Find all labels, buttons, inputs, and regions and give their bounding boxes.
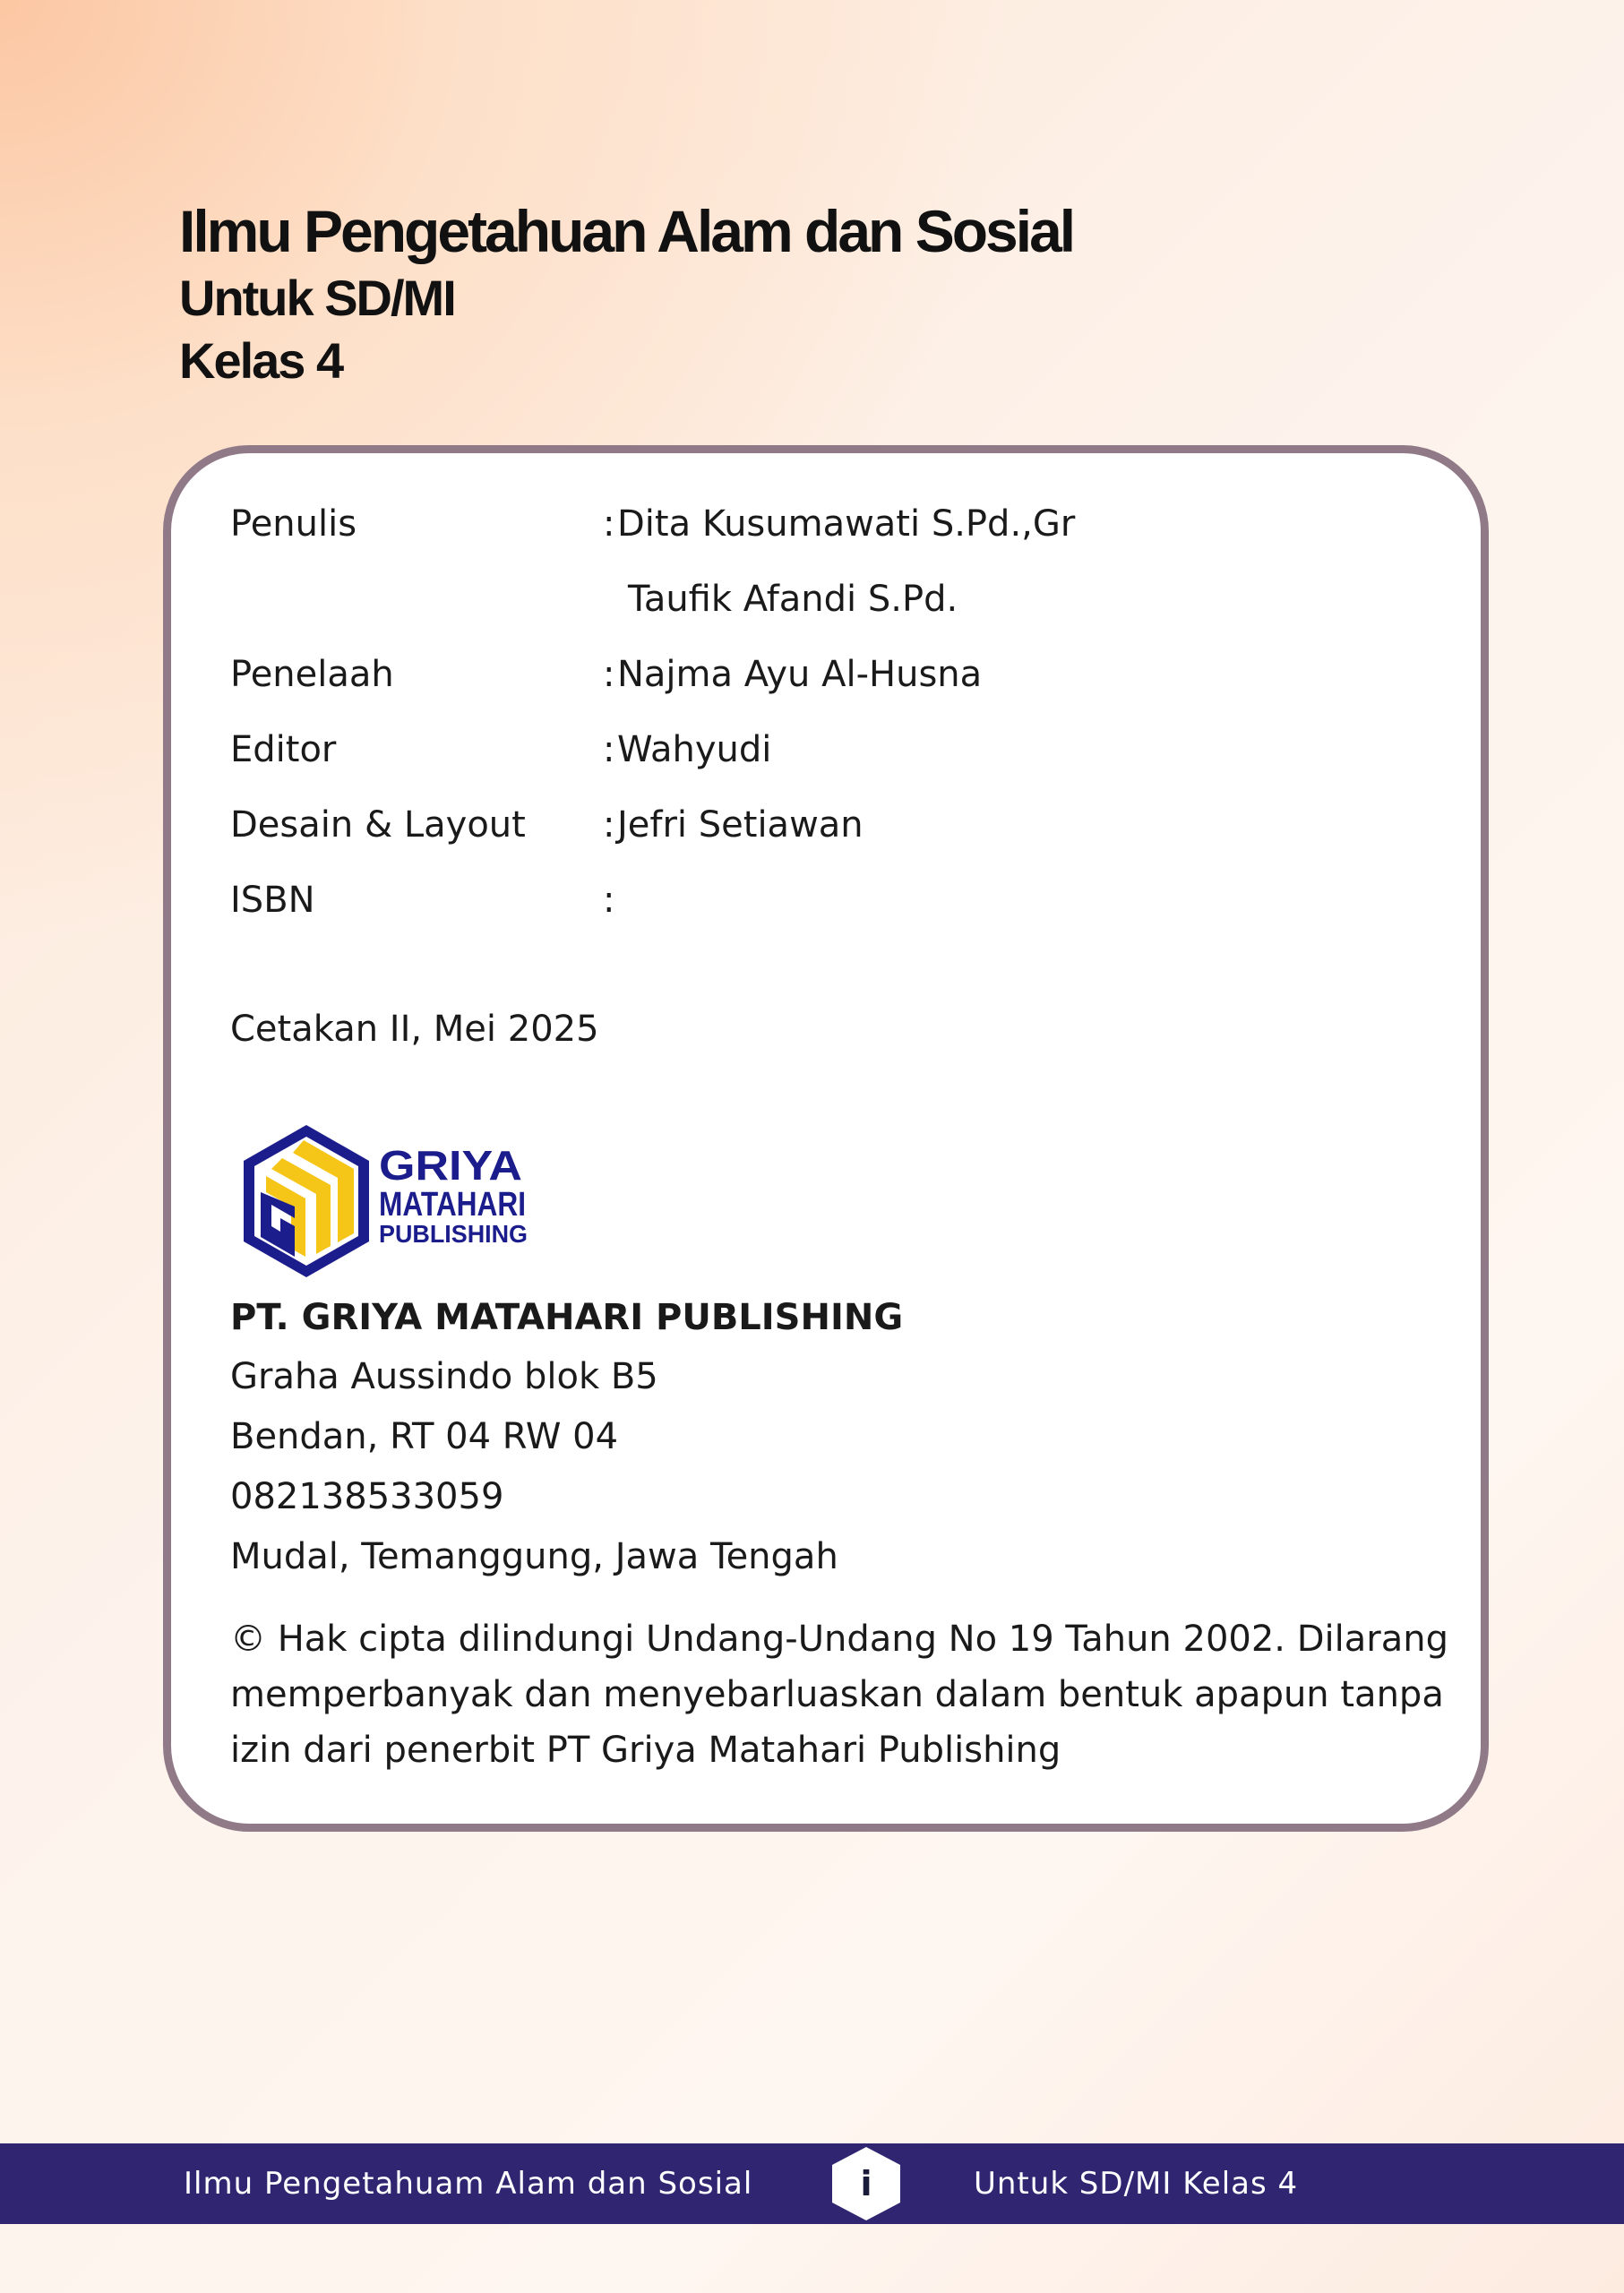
credit-value: Dita Kusumawati S.Pd.,Gr bbox=[617, 503, 1076, 545]
credit-label: ISBN bbox=[230, 880, 315, 921]
credit-separator: : bbox=[603, 804, 615, 846]
credit-label: Desain & Layout bbox=[230, 804, 526, 846]
credit-label: Penulis bbox=[230, 503, 357, 545]
publisher-info bbox=[230, 1288, 903, 1587]
credit-value: Taufik Afandi S.Pd. bbox=[628, 579, 958, 620]
credit-separator: : bbox=[603, 654, 615, 695]
logo-text-line3: PUBLISHING bbox=[379, 1220, 528, 1248]
book-title: Ilmu Pengetahuan Alam dan Sosial bbox=[179, 198, 1074, 264]
credit-separator: : bbox=[603, 729, 615, 770]
publisher-address-line: Bendan, RT 04 RW 04 bbox=[230, 1416, 619, 1457]
logo-text-line1: GRIYA bbox=[379, 1142, 522, 1189]
info-card bbox=[163, 445, 1489, 1832]
publisher-phone: 082138533059 bbox=[230, 1476, 504, 1517]
credit-separator: : bbox=[603, 503, 615, 545]
title-block bbox=[179, 195, 1073, 392]
publisher-logo bbox=[230, 1121, 553, 1282]
edition-text: Cetakan II, Mei 2025 bbox=[230, 1009, 599, 1050]
logo-hexagon-icon bbox=[244, 1125, 369, 1277]
copyright-notice: © Hak cipta dilindungi Undang-Undang No 19 Tahun 2002. Dilarang memperbanyak dan menyebarluaskan dalam bentuk apapun tanpa izin dari penerbit PT Griya Matahari Publishing bbox=[230, 1619, 1448, 1771]
publisher-address-line: Graha Aussindo blok B5 bbox=[230, 1356, 658, 1397]
publisher-name: PT. GRIYA MATAHARI PUBLISHING bbox=[230, 1297, 904, 1338]
credit-value: Jefri Setiawan bbox=[617, 804, 864, 846]
footer-book-title: Ilmu Pengetahuam Alam dan Sosial bbox=[184, 2166, 753, 2202]
publisher-address-line: Mudal, Temanggung, Jawa Tengah bbox=[230, 1536, 838, 1577]
credit-label: Editor bbox=[230, 729, 337, 770]
book-subtitle: Untuk SD/MI bbox=[179, 270, 455, 326]
credit-label: Penelaah bbox=[230, 654, 394, 695]
credit-separator: : bbox=[603, 880, 615, 921]
footer-book-level: Untuk SD/MI Kelas 4 bbox=[974, 2166, 1299, 2202]
book-grade: Kelas 4 bbox=[179, 332, 343, 389]
credit-value: Najma Ayu Al-Husna bbox=[617, 654, 983, 695]
page-number: i bbox=[860, 2164, 872, 2203]
logo-text-line2: MATAHARI bbox=[379, 1186, 526, 1224]
page-footer bbox=[0, 2143, 1624, 2224]
credit-value: Wahyudi bbox=[617, 729, 772, 770]
